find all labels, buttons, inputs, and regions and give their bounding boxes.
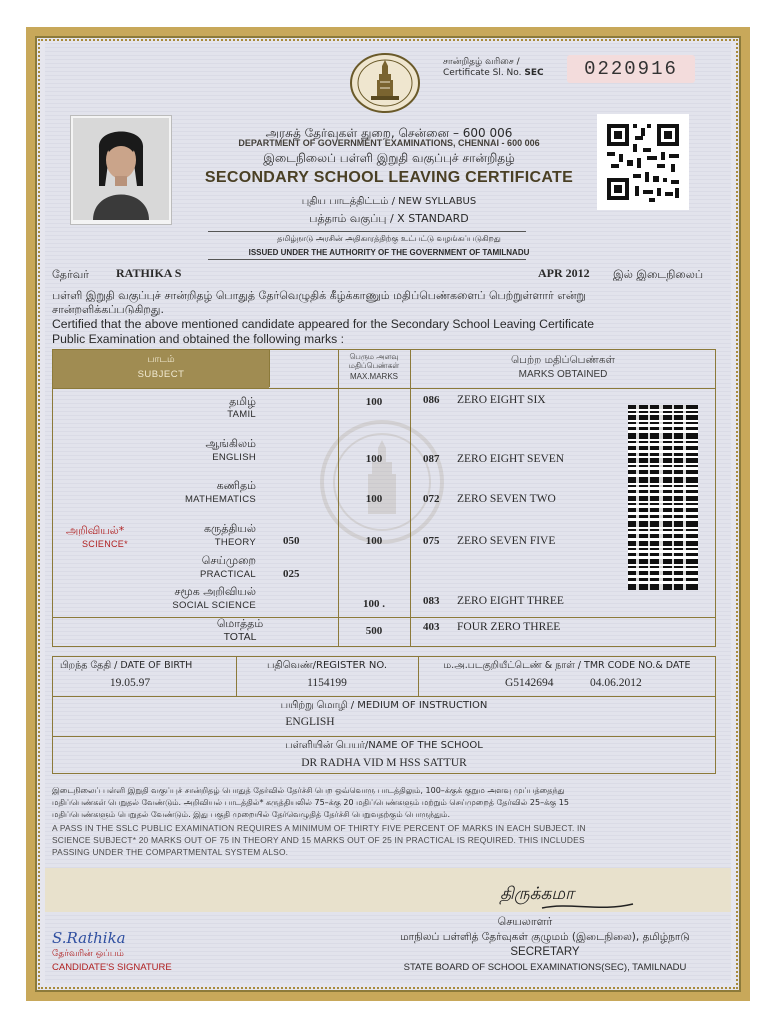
science-english: SCIENCE* — [82, 539, 128, 549]
total-in-words: FOUR ZERO THREE — [457, 621, 561, 633]
signature-underline — [540, 900, 635, 912]
marks-obtained: 075 — [423, 535, 440, 547]
rules-tamil: மதிப்பெண்கள் பெறுதல் வேண்டும். அறிவியல் பாடத்தில்* கருத்தியலில் 75–க்கு 20 மதிப்பெண்களும் மற்றும் செய்முறைத் தேர்வில் 25–க்கு 15 — [52, 798, 569, 807]
rules-english: SCIENCE SUBJECT* 20 MARKS OUT OF 75 IN THEORY AND 15 MARKS OUT OF 25 IN PRACTICAL IS REQUIRED. THIS INCLUDES — [52, 835, 585, 845]
barcode-icon — [628, 405, 698, 590]
header-subject-english: SUBJECT — [137, 369, 185, 380]
candidate-name: RATHIKA S — [116, 266, 182, 280]
medium-value: ENGLISH — [285, 716, 335, 728]
board-english: STATE BOARD OF SCHOOL EXAMINATIONS(SEC), TAMILNADU — [403, 962, 687, 973]
rules-english: A PASS IN THE SSLC PUBLIC EXAMINATION REQUIRES A MINIMUM OF THIRTY FIVE PERCENT OF MARKS IN EACH SUBJECT. IN — [52, 823, 586, 833]
subject-english: PRACTICAL — [199, 569, 256, 580]
dob-value: 19.05.97 — [109, 677, 151, 689]
header-max-tamil: பெரும அளவு — [349, 352, 399, 361]
tmr-code: G5142694 — [505, 677, 554, 689]
rules-tamil: இடைநிலைப் பள்ளி இறுதி வகுப்புச் சான்றிதழ் பொதுத் தேர்வில் தேர்ச்சி பெற ஒவ்வொரு பாடத்திலும், 100–க்குக் குறும அளவு முப்பத்தைந்து — [52, 786, 565, 795]
header-max-tamil: மதிப்பெண்கள் — [348, 361, 400, 370]
subject-tamil: ஆங்கிலம் — [205, 437, 256, 450]
secretary-english: SECRETARY — [510, 946, 580, 958]
total-max-marks: 500 — [365, 625, 383, 637]
intro-line-tamil: சான்றளிக்கப்படுகிறது. — [52, 303, 164, 316]
subject-english: TAMIL — [227, 409, 256, 420]
marks-in-words: ZERO SEVEN TWO — [457, 493, 556, 505]
candidate-label-tamil: தேர்வர் — [52, 268, 89, 281]
header-subject-tamil: பாடம் — [147, 354, 175, 365]
title-tamil: இடைநிலைப் பள்ளி இறுதி வகுப்புச் சான்றிதழ் — [263, 151, 515, 165]
total-marks: 403 — [423, 621, 440, 633]
table-divider — [53, 388, 716, 389]
candidate-signature-label-tamil: தேர்வரின் ஒப்பம் — [52, 949, 124, 959]
tmr-date: 04.06.2012 — [590, 677, 642, 689]
certificate-prefix: SEC — [524, 68, 544, 78]
register-number: 1154199 — [307, 677, 347, 689]
rules-english: PASSING UNDER THE COMPARTMENTAL SYSTEM ALSO. — [52, 847, 289, 857]
max-marks: 100 . — [363, 598, 385, 610]
max-marks: 100 — [365, 396, 383, 408]
header-obtained-tamil: பெற்ற மதிப்பெண்கள் — [510, 354, 616, 366]
divider — [208, 231, 526, 232]
subject-tamil: கணிதம் — [216, 479, 256, 492]
authority-english: ISSUED UNDER THE AUTHORITY OF THE GOVERNMENT OF TAMILNADU — [248, 248, 530, 257]
total-tamil: மொத்தம் — [216, 617, 264, 630]
table-divider — [269, 350, 270, 387]
marks-obtained: 087 — [423, 453, 440, 465]
subject-english: SOCIAL SCIENCE — [172, 600, 256, 611]
marks-in-words: ZERO EIGHT THREE — [457, 595, 564, 607]
practical-marks: 025 — [283, 568, 300, 580]
serial-number: 0220916 — [567, 55, 695, 83]
certificate-title: SECONDARY SCHOOL LEAVING CERTIFICATE — [204, 169, 574, 186]
candidate-signature-label: CANDIDATE'S SIGNATURE — [52, 962, 172, 973]
marks-obtained: 086 — [423, 394, 440, 406]
school-label: பள்ளியின் பெயர்/NAME OF THE SCHOOL — [285, 740, 483, 751]
school-name: DR RADHA VID M HSS SATTUR — [301, 757, 467, 769]
qr-code-icon — [597, 114, 689, 210]
marks-in-words: ZERO EIGHT SIX — [457, 394, 546, 406]
register-label: பதிவெண்/REGISTER NO. — [266, 660, 388, 671]
marks-in-words: ZERO SEVEN FIVE — [457, 535, 556, 547]
subject-tamil: செய்முறை — [201, 554, 256, 567]
table-divider — [53, 617, 716, 618]
subject-english: THEORY — [214, 537, 256, 548]
details-divider — [52, 736, 716, 737]
details-divider — [52, 696, 716, 697]
max-marks: 100 — [365, 535, 383, 547]
certified-statement: Certified that the above mentioned candidate appeared for the Secondary School Leaving Certificate — [52, 317, 595, 331]
certificate-label-english: Certificate Sl. No. SEC — [443, 68, 544, 78]
certified-statement: Public Examination and obtained the following marks : — [52, 332, 344, 346]
syllabus-label: புதிய பாடத்திட்டம் / NEW SYLLABUS — [301, 196, 477, 207]
watermark-seal-icon — [318, 418, 446, 546]
divider — [208, 259, 526, 260]
details-divider — [418, 656, 419, 696]
rules-tamil: மதிப்பெண்களும் பெறுதல் வேண்டும். இது பகுதி முறையில் தேர்வெழுதித் தேர்ச்சி பெறுவதற்கும் பொருந்தும். — [52, 810, 450, 819]
subject-english: MATHEMATICS — [184, 494, 256, 505]
exam-month: APR 2012 — [538, 266, 590, 280]
dept-tamil: அரசுத் தேர்வுகள் துறை, சென்னை – 600 006 — [265, 126, 513, 140]
header-max-english: MAX.MARKS — [349, 372, 398, 381]
candidate-photo — [70, 115, 172, 225]
subject-tamil: சமூக அறிவியல் — [174, 585, 256, 598]
authority-tamil: தமிழ்நாடு அரசின் அதிகாரத்திற்கு உட்பட்டு வழங்கப்படுகிறது — [277, 234, 501, 243]
dob-label: பிறந்த தேதி / DATE OF BIRTH — [60, 660, 193, 671]
max-marks: 100 — [365, 453, 383, 465]
marks-obtained: 072 — [423, 493, 440, 505]
certificate-serial-label — [443, 57, 544, 79]
header-obtained-english: MARKS OBTAINED — [518, 369, 608, 380]
standard-label: பத்தாம் வகுப்பு / X STANDARD — [309, 212, 469, 225]
board-tamil: மாநிலப் பள்ளித் தேர்வுகள் குழுமம் (இடைநிலை), தமிழ்நாடு — [400, 931, 690, 943]
intro-line-tamil: பள்ளி இறுதி வகுப்புச் சான்றிதழ் பொதுத் தேர்வெழுதிக் கீழ்க்காணும் மதிப்பெண்களைப் பெற்றுள்ளார் என்று — [52, 289, 586, 302]
certificate-label-tamil: சான்றிதழ் வரிசை / — [443, 57, 520, 67]
marks-obtained: 083 — [423, 595, 440, 607]
secretary-tamil: செயலாளர் — [497, 915, 553, 928]
subject-tamil: தமிழ் — [229, 395, 256, 408]
secretary-signature: திருக்கமா — [500, 884, 574, 904]
theory-marks: 050 — [283, 535, 300, 547]
total-english: TOTAL — [223, 631, 257, 643]
dept-english: DEPARTMENT OF GOVERNMENT EXAMINATIONS, CHENNAI - 600 006 — [238, 138, 540, 148]
tmr-label: ம.அ.படகுறியீட்டெண் & நாள் / TMR CODE NO.& DATE — [443, 660, 691, 671]
subject-tamil: கருத்தியல் — [204, 522, 256, 535]
max-marks: 100 — [365, 493, 383, 505]
medium-label: பயிற்று மொழி / MEDIUM OF INSTRUCTION — [280, 700, 488, 711]
intro-tail-tamil: இல் இடைநிலைப் — [613, 268, 704, 281]
subject-english: ENGLISH — [212, 452, 256, 463]
marks-in-words: ZERO EIGHT SEVEN — [457, 453, 565, 465]
tamilnadu-emblem-icon — [349, 52, 421, 114]
candidate-signature: S.Rathika — [52, 929, 126, 947]
science-tamil: அறிவியல்* — [66, 524, 125, 537]
